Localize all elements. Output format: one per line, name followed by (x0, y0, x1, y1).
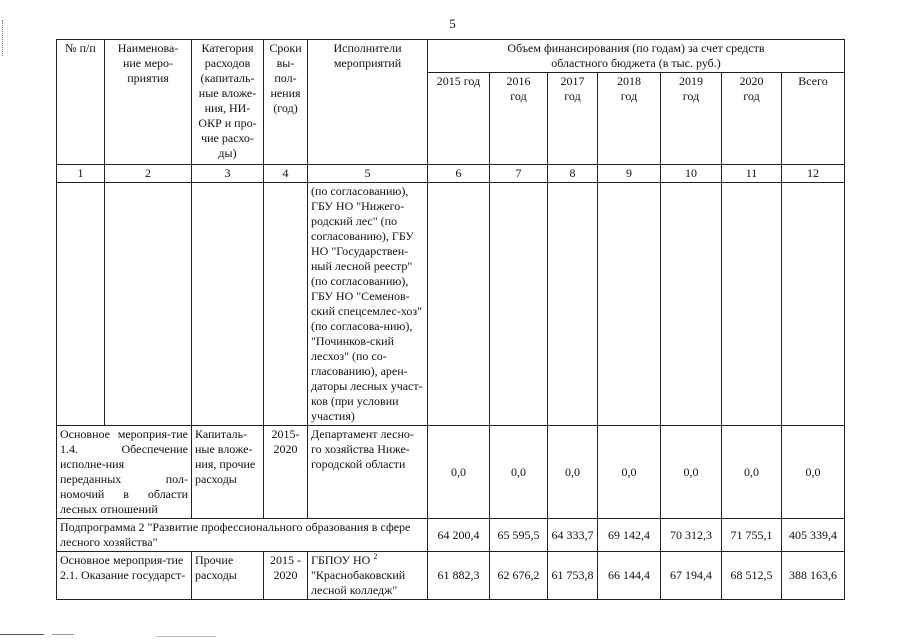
header-year-2017: 2017 год (548, 73, 598, 165)
measure-1-4-category: Капиталь-ные вложе-ния, прочие расходы (192, 426, 264, 519)
measure-2-1-2016: 62 676,2 (490, 552, 548, 600)
subprogram-2-2019: 70 312,3 (661, 519, 722, 552)
header-year-2015: 2015 год (428, 73, 490, 165)
column-number: 3 (192, 165, 264, 183)
subprogram-2-total: 405 339,4 (782, 519, 845, 552)
footnote-marker: 2 (373, 552, 378, 561)
measure-1-4-2020: 0,0 (722, 426, 782, 519)
header-col-period: Сроки вы- пол- нения (год) (264, 40, 308, 165)
table-row (57, 519, 845, 552)
measure-2-1-executor-line2: "Краснобаковский лесной колледж" (311, 568, 406, 597)
column-number: 11 (722, 165, 782, 183)
measure-2-1-2019: 67 194,4 (661, 552, 722, 600)
table-row (57, 426, 845, 519)
header-col-number: № п/п (57, 40, 105, 165)
header-col-executors: Исполнители мероприятий (308, 40, 428, 165)
header-total: Всего (782, 73, 845, 165)
measure-1-4-2015: 0,0 (428, 426, 490, 519)
header-year-2016: 2016 год (490, 73, 548, 165)
measure-1-4-executor: Департамент лесно-го хозяйства Ниже-городской области (308, 426, 428, 519)
measure-2-1-executor (308, 552, 428, 600)
column-number: 8 (548, 165, 598, 183)
measure-2-1-2018: 66 144,4 (598, 552, 661, 600)
header-funding-title: Объем финансирования (по годам) за счет средств областного бюджета (в тыс. руб.) (428, 40, 845, 73)
subprogram-2-title: Подпрограмма 2 "Развитие профессионального образования в сфере лесного хозяйства" (57, 519, 428, 552)
subprogram-2-2015: 64 200,4 (428, 519, 490, 552)
measure-1-4-2018: 0,0 (598, 426, 661, 519)
measure-2-1-executor-line1: ГБПОУ НО (311, 553, 371, 567)
column-number: 6 (428, 165, 490, 183)
measure-2-1-category: Прочие расходы (192, 552, 264, 600)
measure-1-4-period: 2015- 2020 (264, 426, 308, 519)
measure-1-4-2017: 0,0 (548, 426, 598, 519)
column-number: 1 (57, 165, 105, 183)
header-year-2020: 2020 год (722, 73, 782, 165)
measure-2-1-2015: 61 882,3 (428, 552, 490, 600)
measure-2-1-2017: 61 753,8 (548, 552, 598, 600)
subprogram-2-2017: 64 333,7 (548, 519, 598, 552)
header-year-2019: 2019 год (661, 73, 722, 165)
header-col-name: Наименова- ние меро- приятия (105, 40, 192, 165)
measure-1-4-name: Основное мероприя-тие 1.4. Обеспечение исполне-ния переданных пол-номочий в области лесных отношений (57, 426, 192, 519)
column-number: 7 (490, 165, 548, 183)
measure-2-1-name: Основное мероприя-тие 2.1. Оказание государст- (57, 552, 192, 600)
table-row (57, 183, 845, 426)
measure-1-4-2019: 0,0 (661, 426, 722, 519)
measure-2-1-2020: 68 512,5 (722, 552, 782, 600)
column-number: 2 (105, 165, 192, 183)
subprogram-2-2020: 71 755,1 (722, 519, 782, 552)
subprogram-2-2016: 65 595,5 (490, 519, 548, 552)
measure-2-1-period: 2015 - 2020 (264, 552, 308, 600)
header-year-2018: 2018 год (598, 73, 661, 165)
column-number: 5 (308, 165, 428, 183)
subprogram-2-2018: 69 142,4 (598, 519, 661, 552)
measure-1-4-total: 0,0 (782, 426, 845, 519)
scan-edge-mark (156, 636, 216, 637)
measure-1-4-2016: 0,0 (490, 426, 548, 519)
column-number: 4 (264, 165, 308, 183)
binding-mark (2, 20, 5, 56)
executors-continued: (по согласованию), ГБУ НО "Нижего-родский лес" (по согласованию), ГБУ НО "Государствен-ный лесной реестр" (по согласованию), ГБУ НО "Семенов-ский спецсемлес-хоз" (по согласова-нию), "Починков-ский лесхоз" (по со-гласованию), арен-даторы лесных участ-ков (при условии участия) (308, 183, 428, 426)
header-col-category: Категория расходов (капиталь- ные вложе- ния, НИ- ОКР и про- чие расхо- ды) (192, 40, 264, 165)
scan-edge-mark (52, 634, 74, 635)
page-number: 5 (449, 16, 456, 31)
column-number: 12 (782, 165, 845, 183)
column-number: 9 (598, 165, 661, 183)
table-row (57, 552, 845, 600)
financing-table (56, 39, 845, 600)
scan-edge-mark (0, 634, 44, 635)
measure-2-1-total: 388 163,6 (782, 552, 845, 600)
column-number: 10 (661, 165, 722, 183)
